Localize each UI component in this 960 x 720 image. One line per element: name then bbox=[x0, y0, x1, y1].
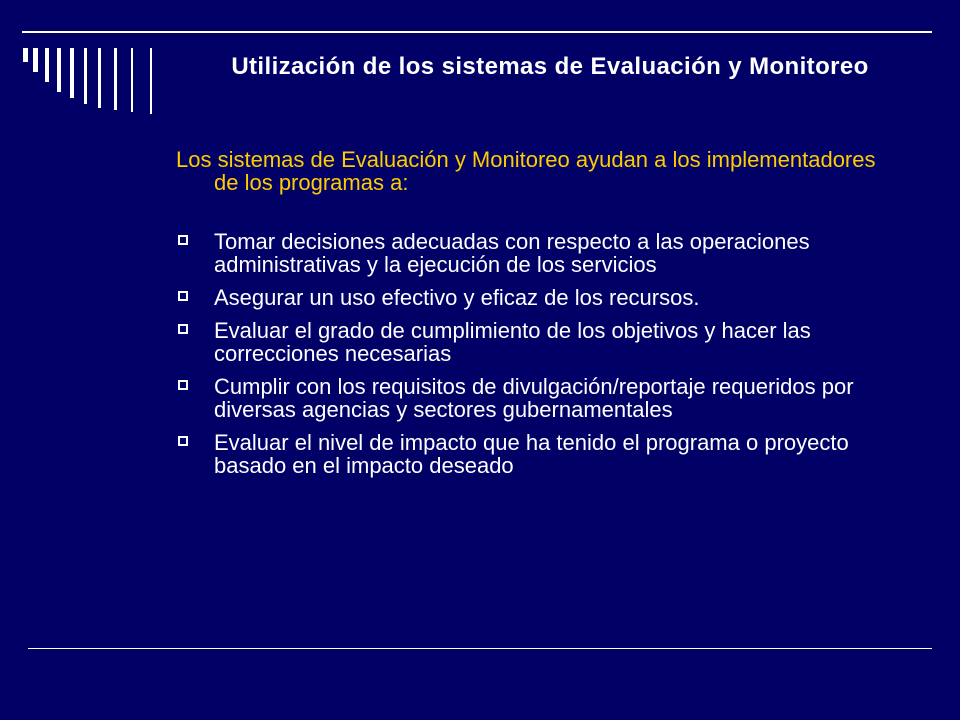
decorative-bar bbox=[150, 48, 152, 114]
bullet-text: Evaluar el nivel de impacto que ha tenido el programa o proyecto basado en el impacto deseado bbox=[214, 430, 849, 478]
hollow-square-icon bbox=[178, 235, 188, 245]
list-item bbox=[176, 230, 896, 276]
hollow-square-icon bbox=[178, 324, 188, 334]
slide-title: Utilización de los sistemas de Evaluación y Monitoreo bbox=[231, 53, 869, 80]
decorative-bar bbox=[84, 48, 87, 104]
list-item bbox=[176, 286, 896, 309]
list-item bbox=[176, 375, 896, 421]
decorative-bars bbox=[0, 0, 200, 120]
bullet-list bbox=[176, 230, 896, 477]
decorative-bar bbox=[98, 48, 101, 108]
bullet-text: Tomar decisiones adecuadas con respecto a las operaciones administrativas y la ejecución de los servicios bbox=[214, 229, 810, 277]
hollow-square-icon bbox=[178, 380, 188, 390]
list-item bbox=[176, 319, 896, 365]
decorative-bar bbox=[131, 48, 133, 112]
slide-body bbox=[176, 148, 896, 487]
bullet-text: Cumplir con los requisitos de divulgación/reportaje requeridos por diversas agencias y sectores gubernamentales bbox=[214, 374, 854, 422]
bullet-text: Evaluar el grado de cumplimiento de los objetivos y hacer las correcciones necesarias bbox=[214, 318, 811, 366]
decorative-bar bbox=[23, 48, 28, 62]
decorative-bar bbox=[70, 48, 74, 98]
hollow-square-icon bbox=[178, 291, 188, 301]
intro-text: Los sistemas de Evaluación y Monitoreo ayudan a los implementadores de los programas a: bbox=[176, 147, 876, 195]
decorative-bar bbox=[45, 48, 49, 82]
decorative-bar bbox=[114, 48, 117, 110]
decorative-bar bbox=[57, 48, 61, 92]
hollow-square-icon bbox=[178, 436, 188, 446]
decorative-bar bbox=[33, 48, 38, 72]
bottom-rule bbox=[28, 648, 932, 649]
list-item bbox=[176, 431, 896, 477]
bullet-text: Asegurar un uso efectivo y eficaz de los recursos. bbox=[214, 285, 700, 310]
